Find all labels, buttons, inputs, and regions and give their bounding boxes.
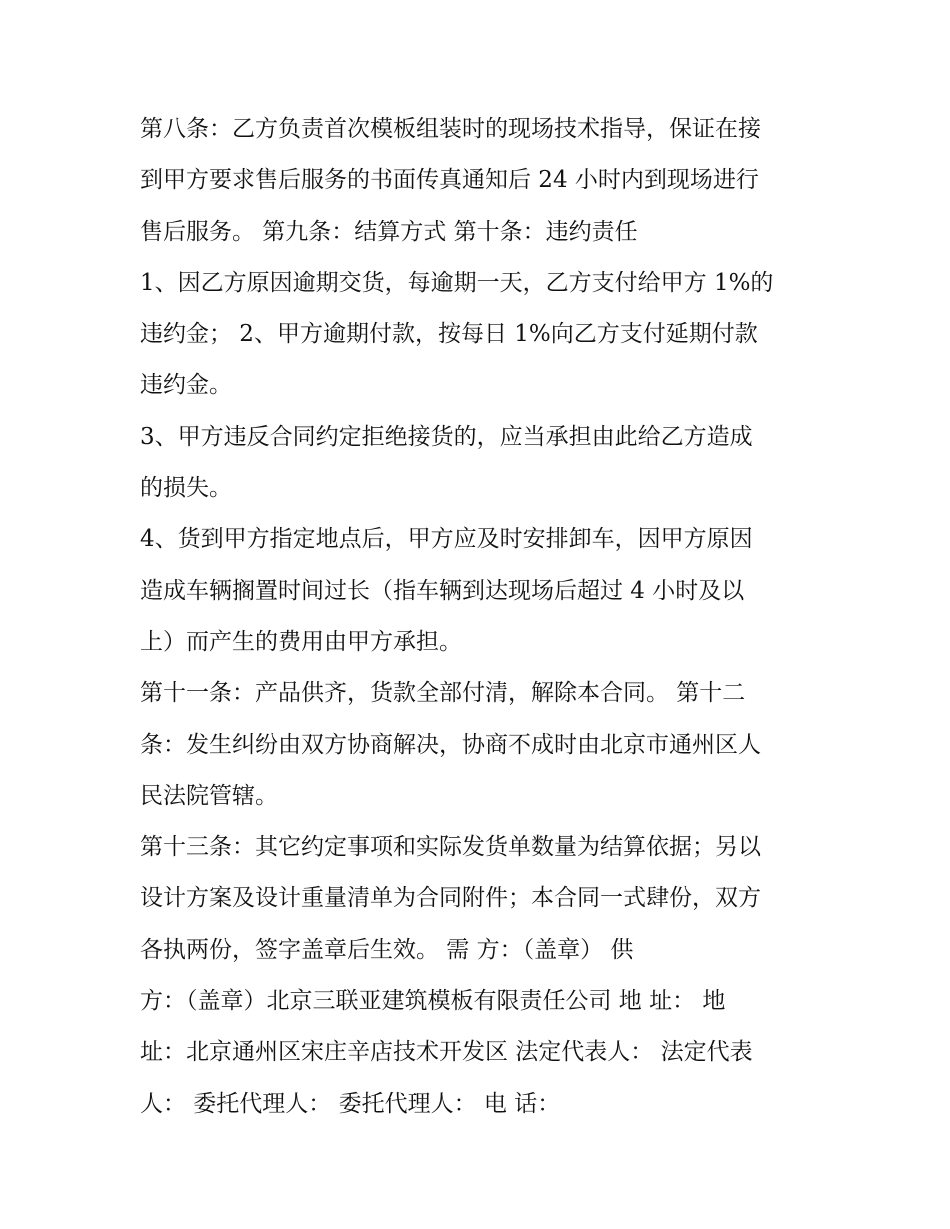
text-line: 造成车辆搁置时间过长（指车辆到达现场后超过 4 小时及以 bbox=[140, 577, 745, 604]
text-line: 4、货到甲方指定地点后，甲方应及时安排卸车，因甲方原因 bbox=[140, 526, 753, 553]
text-line: 第十三条：其它约定事项和实际发货单数量为结算依据；另以 bbox=[140, 834, 761, 861]
text-line: 上）而产生的费用由甲方承担。 bbox=[140, 628, 462, 655]
text-line: 1、因乙方原因逾期交货，每逾期一天，乙方支付给甲方 1%的 bbox=[140, 269, 774, 296]
text-line: 售后服务。 第九条：结算方式 第十条：违约责任 bbox=[140, 218, 638, 245]
text-line: 方：（盖章）北京三联亚建筑模板有限责任公司 地 址： 地 bbox=[140, 988, 726, 1015]
text-line: 到甲方要求售后服务的书面传真通知后 24 小时内到现场进行 bbox=[140, 167, 759, 194]
text-line: 人： 委托代理人： 委托代理人： 电 话： bbox=[140, 1090, 561, 1117]
text-line: 的损失。 bbox=[140, 475, 232, 502]
contract-text bbox=[140, 104, 830, 1130]
text-line: 民法院管辖。 bbox=[140, 782, 278, 809]
text-line: 址：北京通州区宋庄辛店技术开发区 法定代表人： 法定代表 bbox=[140, 1039, 753, 1066]
text-line: 3、甲方违反合同约定拒绝接货的，应当承担由此给乙方造成 bbox=[140, 423, 753, 450]
text-line: 设计方案及设计重量清单为合同附件；本合同一式肆份，双方 bbox=[140, 885, 761, 912]
text-line: 违约金。 bbox=[140, 372, 232, 399]
text-line: 各执两份，签字盖章后生效。 需 方：（盖章） 供 bbox=[140, 936, 634, 963]
text-line: 第八条：乙方负责首次模板组装时的现场技术指导，保证在接 bbox=[140, 116, 761, 142]
text-line: 违约金； 2、甲方逾期付款，按每日 1%向乙方支付延期付款 bbox=[140, 321, 758, 348]
text-line: 第十一条：产品供齐，货款全部付清，解除本合同。 第十二 bbox=[140, 680, 746, 707]
text-line: 条：发生纠纷由双方协商解决，协商不成时由北京市通州区人 bbox=[140, 731, 761, 758]
